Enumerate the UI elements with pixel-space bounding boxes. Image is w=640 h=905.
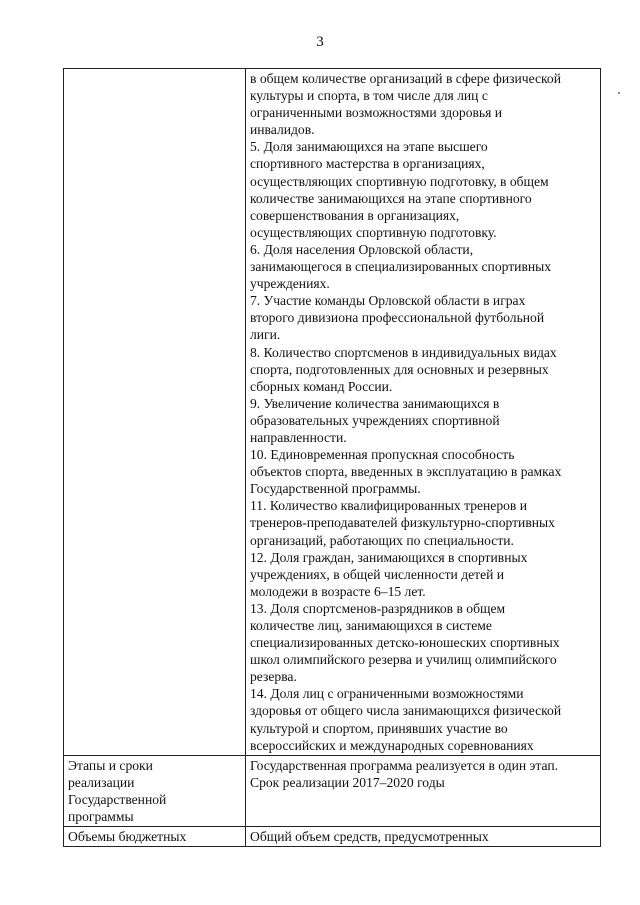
content-line: инвалидов. [250,122,315,138]
content-line: молодежи в возрасте 6–15 лет. [250,583,426,599]
content-line: 13. Доля спортсменов-разрядников в общем [250,600,506,616]
table-body [64,69,601,847]
content-line: направленности. [250,429,347,445]
content-line: 11. Количество квалифицированных тренеров и [250,498,528,514]
content-line: в общем количестве организаций в сфере физической [250,71,561,86]
content-line: второго дивизиона профессиональной футбольной [250,310,545,326]
content-line: образовательных учреждениях спортивной [250,412,500,428]
content-line: тренеров-преподавателей физкультурно-спортивных [250,515,555,531]
page-number: 3 [316,34,324,50]
content-line: здоровья от общего числа занимающихся физической [250,703,562,719]
label-line: программы [68,809,134,825]
content-line: количестве занимающихся на этапе спортивного [250,190,532,206]
content-line: культурой и спортом, принявших участие во [250,720,508,736]
content-line: 7. Участие команды Орловской области в играх [250,293,526,309]
content-line: 5. Доля занимающихся на этапе высшего [250,139,488,155]
content-line: сборных команд России. [250,378,393,394]
content-line: 10. Единовременная пропускная способность [250,447,515,463]
row-label-cell [64,827,246,847]
content-line: Государственной программы. [250,481,421,497]
content-line: объектов спорта, введенных в эксплуатацию в рамках [250,464,562,480]
content-line: 6. Доля населения Орловской области, [250,241,474,257]
content-line: 12. Доля граждан, занимающихся в спортивных [250,549,528,565]
content-line: культуры и спорта, в том числе для лиц с [250,88,488,104]
content-line: Срок реализации 2017–2020 годы [250,774,445,790]
content-line: учреждениях, в общей численности детей и [250,566,505,582]
content-line: Государственная программа реализуется в один этап. [250,757,559,773]
row-content-cell [246,755,601,826]
content-line: 14. Доля лиц с ограниченными возможностями [250,686,524,702]
content-line: специализированных детско-юношеских спортивных [250,635,560,651]
label-line: реализации [68,774,135,790]
scan-speck [618,92,620,94]
content-line: школ олимпийского резерва и училищ олимпийского [250,652,557,668]
row-content-cell [246,69,601,756]
row-label-cell [64,69,246,756]
content-line: всероссийских и международных соревнованиях [250,737,534,753]
label-line: Этапы и сроки [68,757,153,773]
content-line: ограниченными возможностями здоровья и [250,105,503,121]
content-line: осуществляющих спортивную подготовку, в общем [250,173,549,189]
label-line: Объемы бюджетных [68,829,187,845]
content-line: количестве лиц, занимающихся в системе [250,618,492,633]
content-line: 9. Увеличение количества занимающихся в [250,395,500,411]
table-row [64,69,601,756]
content-line: спортивного мастерства в организациях, [250,156,485,172]
table-row [64,827,601,847]
content-line: резерва. [250,669,297,685]
label-line: Государственной [68,791,167,807]
program-passport-table [63,68,601,847]
row-content-cell [246,827,601,847]
content-line: организаций, работающих по специальности. [250,532,514,548]
row-label-cell [64,755,246,826]
content-line: Общий объем средств, предусмотренных [250,829,489,845]
table-row [64,755,601,826]
content-line: учреждениях. [250,276,330,292]
content-line: осуществляющих спортивную подготовку. [250,224,497,240]
content-line: занимающегося в специализированных спортивных [250,259,552,275]
content-line: спорта, подготовленных для основных и резервных [250,361,549,377]
content-line: совершенствования в организациях, [250,207,460,223]
content-line: 8. Количество спортсменов в индивидуальных видах [250,344,557,360]
content-line: лиги. [250,327,281,343]
